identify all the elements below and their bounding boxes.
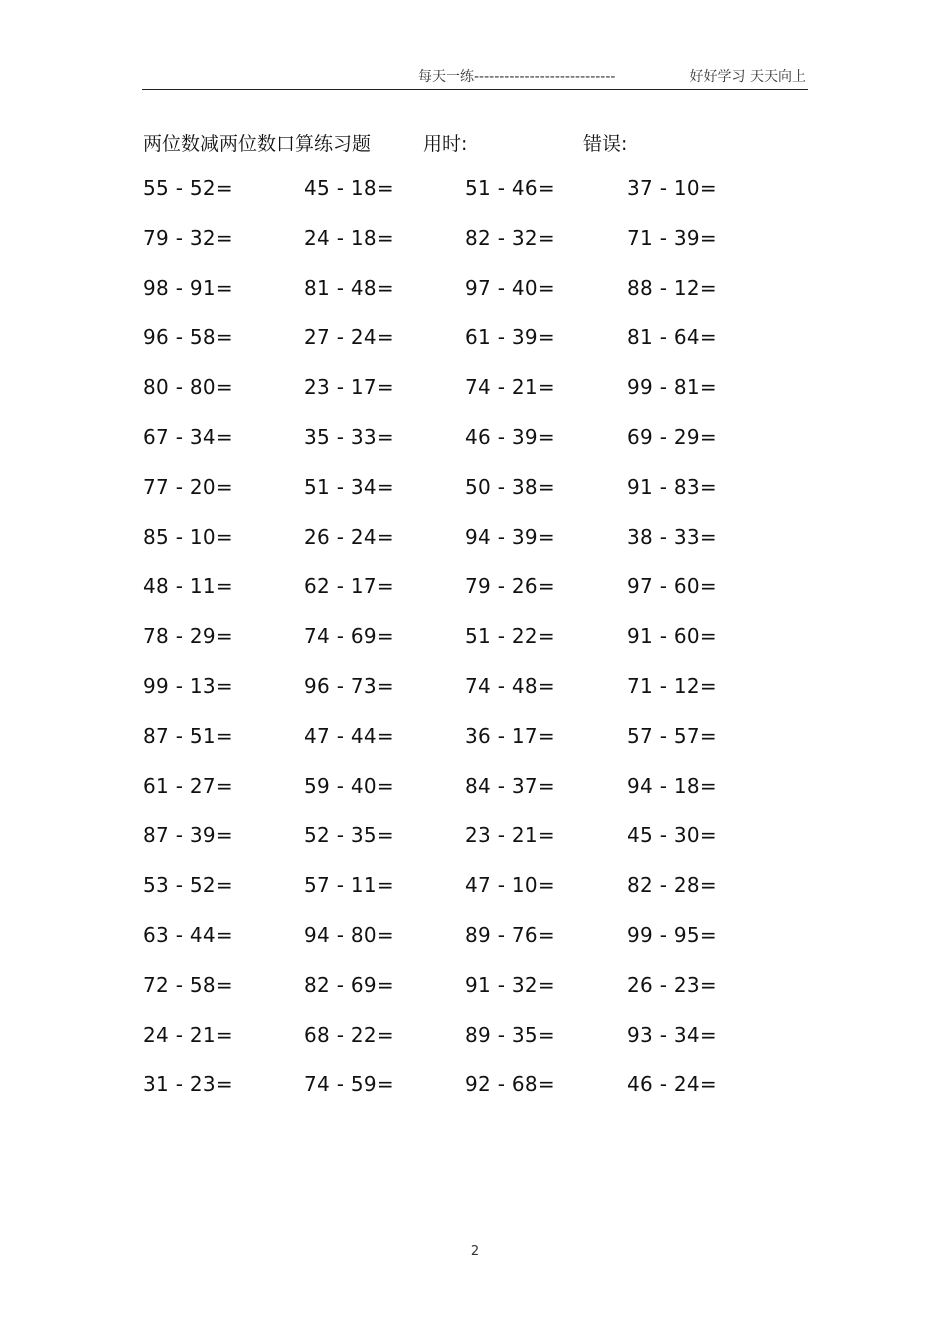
problem-item: 82 - 69= <box>304 972 394 997</box>
problem-item: 46 - 24= <box>627 1072 717 1097</box>
problem-item: 91 - 60= <box>627 624 717 649</box>
problem-item: 51 - 22= <box>465 624 555 649</box>
page-number: 2 <box>470 1244 480 1259</box>
problem-item: 85 - 10= <box>143 524 233 549</box>
problem-item: 36 - 17= <box>465 723 555 748</box>
problem-item: 45 - 30= <box>627 823 717 848</box>
problem-item: 96 - 73= <box>304 673 394 698</box>
problem-item: 47 - 10= <box>465 873 555 898</box>
problem-item: 81 - 48= <box>304 275 394 300</box>
problem-item: 80 - 80= <box>143 375 233 400</box>
problem-item: 51 - 46= <box>465 176 555 200</box>
problem-item: 98 - 91= <box>143 275 233 300</box>
problem-item: 35 - 33= <box>304 424 394 449</box>
problem-row <box>143 823 793 873</box>
problem-item: 97 - 60= <box>627 574 717 599</box>
problem-item: 57 - 57= <box>627 723 717 748</box>
problem-item: 87 - 39= <box>143 823 233 848</box>
problem-row <box>143 1072 793 1122</box>
problem-row <box>143 574 793 624</box>
problem-item: 48 - 11= <box>143 574 233 599</box>
problem-row <box>143 674 793 724</box>
problem-item: 87 - 51= <box>143 723 233 748</box>
problem-item: 74 - 69= <box>304 624 394 649</box>
problem-row <box>143 873 793 923</box>
problem-item: 62 - 17= <box>304 574 394 599</box>
problem-item: 99 - 95= <box>627 922 717 947</box>
problem-item: 74 - 59= <box>304 1072 394 1097</box>
header-divider <box>142 89 808 90</box>
problem-row <box>143 425 793 475</box>
problem-row <box>143 1023 793 1073</box>
problem-item: 82 - 28= <box>627 873 717 898</box>
problem-item: 97 - 40= <box>465 275 555 300</box>
problem-item: 27 - 24= <box>304 325 394 350</box>
problem-row <box>143 276 793 326</box>
problem-item: 94 - 39= <box>465 524 555 549</box>
problem-item: 84 - 37= <box>465 773 555 798</box>
errors-label: 错误: <box>583 133 628 155</box>
problem-row <box>143 375 793 425</box>
problem-item: 72 - 58= <box>143 972 233 997</box>
problem-item: 24 - 21= <box>143 1022 233 1047</box>
problem-item: 38 - 33= <box>627 524 717 549</box>
problem-item: 47 - 44= <box>304 723 394 748</box>
page-header <box>142 64 808 88</box>
problem-item: 23 - 21= <box>465 823 555 848</box>
problem-item: 71 - 39= <box>627 225 717 250</box>
problem-item: 77 - 20= <box>143 474 233 499</box>
problem-item: 45 - 18= <box>304 176 394 200</box>
problem-item: 78 - 29= <box>143 624 233 649</box>
problem-row <box>143 475 793 525</box>
problem-item: 46 - 39= <box>465 424 555 449</box>
problem-row <box>143 923 793 973</box>
problem-item: 79 - 26= <box>465 574 555 599</box>
problem-item: 96 - 58= <box>143 325 233 350</box>
problem-item: 61 - 27= <box>143 773 233 798</box>
problem-item: 79 - 32= <box>143 225 233 250</box>
problem-item: 50 - 38= <box>465 474 555 499</box>
header-left-text: 每天一练---------------------------- <box>418 69 616 85</box>
problem-item: 74 - 48= <box>465 673 555 698</box>
problem-item: 37 - 10= <box>627 176 717 200</box>
problem-item: 59 - 40= <box>304 773 394 798</box>
problem-item: 71 - 12= <box>627 673 717 698</box>
header-right-text: 好好学习 天天向上 <box>689 69 806 85</box>
problem-item: 74 - 21= <box>465 375 555 400</box>
problem-item: 61 - 39= <box>465 325 555 350</box>
problem-item: 53 - 52= <box>143 873 233 898</box>
problem-item: 81 - 64= <box>627 325 717 350</box>
problem-item: 91 - 83= <box>627 474 717 499</box>
problem-item: 82 - 32= <box>465 225 555 250</box>
problem-row <box>143 226 793 276</box>
problem-item: 68 - 22= <box>304 1022 394 1047</box>
problem-row <box>143 724 793 774</box>
problem-item: 94 - 18= <box>627 773 717 798</box>
worksheet-title-row <box>143 129 743 159</box>
problem-item: 91 - 32= <box>465 972 555 997</box>
problem-item: 93 - 34= <box>627 1022 717 1047</box>
problem-item: 24 - 18= <box>304 225 394 250</box>
problem-row <box>143 176 793 226</box>
problem-item: 63 - 44= <box>143 922 233 947</box>
problem-item: 55 - 52= <box>143 176 233 200</box>
problem-item: 23 - 17= <box>304 375 394 400</box>
problem-item: 31 - 23= <box>143 1072 233 1097</box>
problem-item: 51 - 34= <box>304 474 394 499</box>
problem-row <box>143 774 793 824</box>
problem-row <box>143 973 793 1023</box>
problem-item: 26 - 23= <box>627 972 717 997</box>
problem-grid <box>143 176 793 1122</box>
problem-row <box>143 525 793 575</box>
problem-item: 94 - 80= <box>304 922 394 947</box>
problem-item: 89 - 76= <box>465 922 555 947</box>
problem-item: 67 - 34= <box>143 424 233 449</box>
problem-item: 89 - 35= <box>465 1022 555 1047</box>
problem-item: 99 - 81= <box>627 375 717 400</box>
problem-item: 57 - 11= <box>304 873 394 898</box>
problem-item: 88 - 12= <box>627 275 717 300</box>
problem-item: 99 - 13= <box>143 673 233 698</box>
problem-row <box>143 325 793 375</box>
time-label: 用时: <box>423 133 468 155</box>
worksheet-title: 两位数减两位数口算练习题 <box>143 133 372 155</box>
problem-item: 69 - 29= <box>627 424 717 449</box>
problem-item: 26 - 24= <box>304 524 394 549</box>
problem-item: 52 - 35= <box>304 823 394 848</box>
problem-item: 92 - 68= <box>465 1072 555 1097</box>
problem-row <box>143 624 793 674</box>
